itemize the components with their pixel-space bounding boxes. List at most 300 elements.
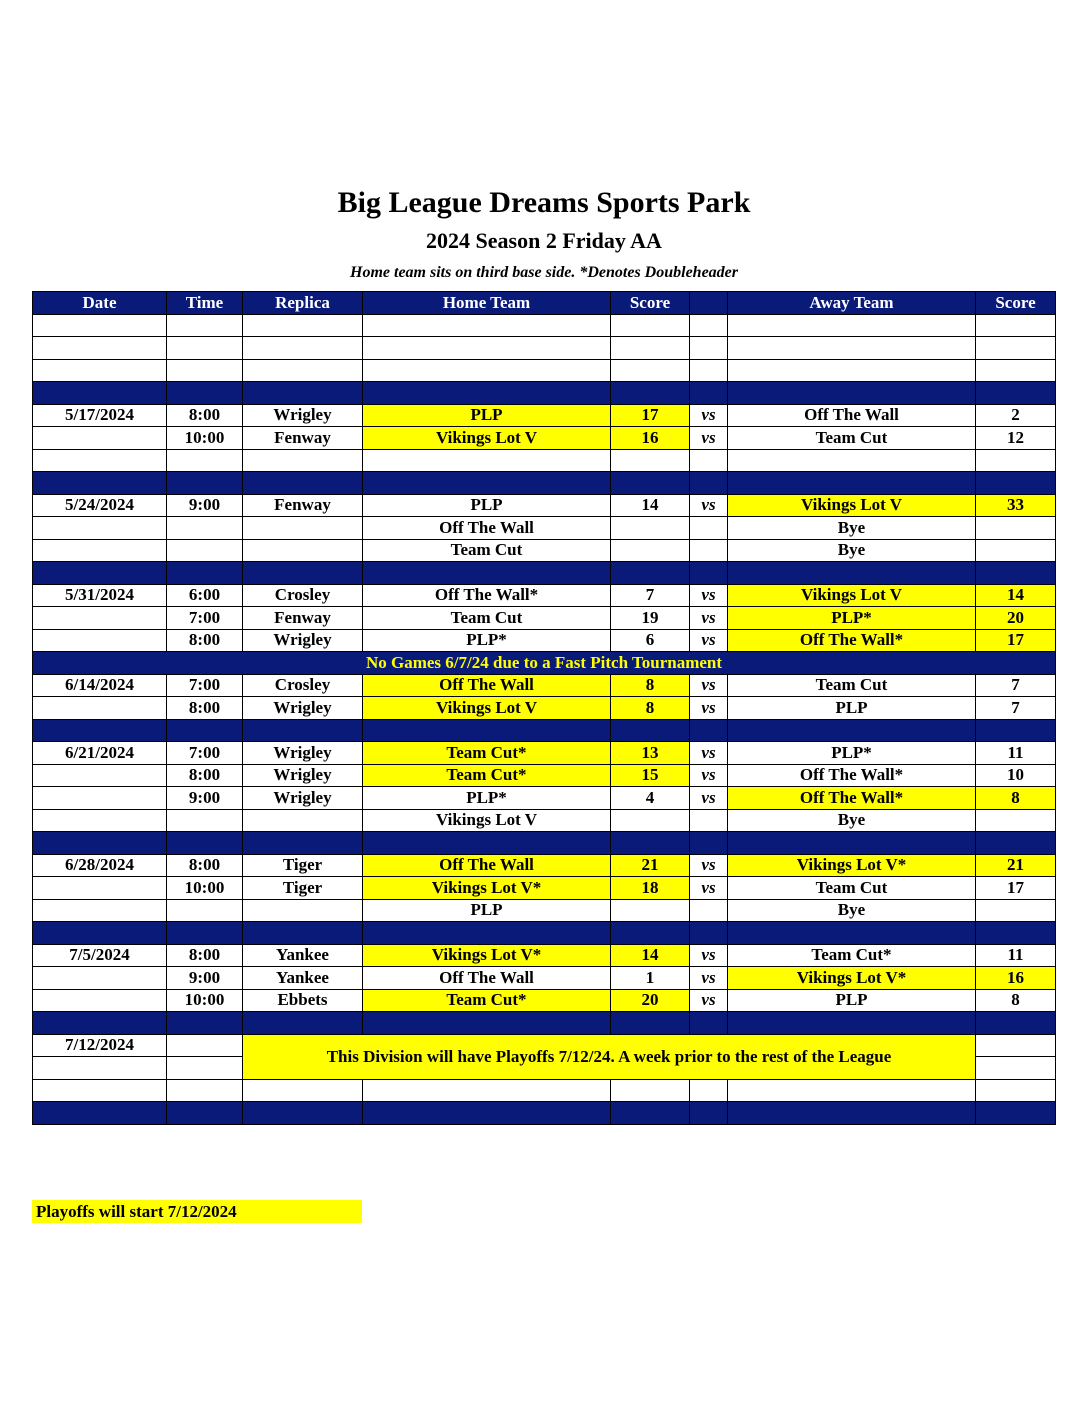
home-score-cell: [611, 517, 690, 540]
date-cell: 6/28/2024: [33, 854, 167, 877]
empty-cell: [611, 1102, 690, 1125]
empty-cell: [167, 562, 243, 585]
time-cell: 10:00: [167, 877, 243, 900]
time-cell: 7:00: [167, 742, 243, 765]
home-team-cell: Off The Wall: [363, 854, 611, 877]
empty-cell: [167, 1102, 243, 1125]
vs-cell: vs: [690, 607, 728, 630]
away-score-cell: 8: [976, 787, 1056, 810]
home-team-cell: Vikings Lot V: [363, 427, 611, 450]
time-cell: 6:00: [167, 584, 243, 607]
empty-cell: [243, 314, 363, 337]
time-cell: 8:00: [167, 764, 243, 787]
vs-cell: [690, 899, 728, 922]
date-cell: [33, 629, 167, 652]
empty-cell: [611, 1079, 690, 1102]
empty-cell: [167, 314, 243, 337]
empty-cell: [363, 832, 611, 855]
empty-cell: [728, 359, 976, 382]
vs-cell: vs: [690, 967, 728, 990]
vs-cell: [690, 809, 728, 832]
table-row: [33, 809, 1056, 832]
home-team-cell: Off The Wall: [363, 967, 611, 990]
vs-cell: vs: [690, 944, 728, 967]
replica-cell: [243, 539, 363, 562]
away-score-cell: 12: [976, 427, 1056, 450]
separator-row: [33, 719, 1056, 742]
away-score-cell: [976, 899, 1056, 922]
away-score-cell: [976, 539, 1056, 562]
empty-cell: [363, 562, 611, 585]
time-cell: 10:00: [167, 427, 243, 450]
home-team-cell: PLP*: [363, 629, 611, 652]
empty-cell: [728, 562, 976, 585]
home-score-cell: 6: [611, 629, 690, 652]
empty-cell: [363, 922, 611, 945]
home-team-cell: Vikings Lot V: [363, 697, 611, 720]
away-score-cell: 2: [976, 404, 1056, 427]
home-score-cell: 19: [611, 607, 690, 630]
date-cell: [33, 427, 167, 450]
empty-cell: [167, 1079, 243, 1102]
away-score-cell: 20: [976, 607, 1056, 630]
empty-cell: [728, 922, 976, 945]
away-score-cell: [976, 517, 1056, 540]
away-score-cell: 7: [976, 697, 1056, 720]
empty-cell: [243, 1012, 363, 1035]
empty-cell: [690, 719, 728, 742]
home-score-cell: 21: [611, 854, 690, 877]
replica-cell: Wrigley: [243, 629, 363, 652]
time-cell: [167, 517, 243, 540]
separator-row: [33, 382, 1056, 405]
vs-cell: vs: [690, 674, 728, 697]
table-row: [33, 877, 1056, 900]
col-header-replica: Replica: [243, 292, 363, 315]
home-team-cell: Vikings Lot V: [363, 809, 611, 832]
empty-cell: [33, 562, 167, 585]
empty-cell: [690, 359, 728, 382]
table-row: [33, 427, 1056, 450]
col-header-date: Date: [33, 292, 167, 315]
empty-cell: [33, 832, 167, 855]
home-team-cell: PLP: [363, 899, 611, 922]
empty-cell: [976, 832, 1056, 855]
away-team-cell: Team Cut*: [728, 944, 976, 967]
table-row: [33, 1079, 1056, 1102]
empty-cell: [728, 1012, 976, 1035]
time-cell: 8:00: [167, 854, 243, 877]
table-row: [33, 967, 1056, 990]
empty-cell: [363, 449, 611, 472]
page-note: Home team sits on third base side. *Denotes Doubleheader: [350, 264, 738, 281]
empty-cell: [976, 922, 1056, 945]
empty-cell: [976, 314, 1056, 337]
replica-cell: Wrigley: [243, 764, 363, 787]
home-team-cell: PLP*: [363, 787, 611, 810]
time-cell: [167, 539, 243, 562]
empty-cell: [363, 1102, 611, 1125]
playoff-announcement: This Division will have Playoffs 7/12/24. A week prior to the rest of the League: [243, 1034, 976, 1079]
empty-cell: [976, 472, 1056, 495]
away-team-cell: Bye: [728, 517, 976, 540]
empty-cell: [167, 1034, 243, 1057]
home-team-cell: Team Cut*: [363, 989, 611, 1012]
home-team-cell: Team Cut*: [363, 742, 611, 765]
empty-cell: [243, 1079, 363, 1102]
empty-cell: [690, 1102, 728, 1125]
away-team-cell: Bye: [728, 539, 976, 562]
empty-cell: [728, 1079, 976, 1102]
empty-cell: [611, 449, 690, 472]
away-score-cell: 17: [976, 629, 1056, 652]
date-cell: 7/12/2024: [33, 1034, 167, 1057]
time-cell: 8:00: [167, 404, 243, 427]
home-score-cell: 20: [611, 989, 690, 1012]
date-cell: [33, 764, 167, 787]
away-team-cell: Vikings Lot V: [728, 584, 976, 607]
empty-cell: [167, 382, 243, 405]
vs-cell: vs: [690, 404, 728, 427]
replica-cell: Wrigley: [243, 742, 363, 765]
home-score-cell: 16: [611, 427, 690, 450]
home-score-cell: [611, 899, 690, 922]
away-score-cell: 11: [976, 944, 1056, 967]
table-row: [33, 517, 1056, 540]
replica-cell: Crosley: [243, 674, 363, 697]
date-cell: [33, 517, 167, 540]
empty-cell: [728, 832, 976, 855]
table-row: [33, 787, 1056, 810]
vs-cell: vs: [690, 764, 728, 787]
col-header-away-team: Away Team: [728, 292, 976, 315]
empty-cell: [167, 1057, 243, 1080]
empty-cell: [690, 382, 728, 405]
away-team-cell: Off The Wall: [728, 404, 976, 427]
empty-cell: [33, 1079, 167, 1102]
date-cell: 5/31/2024: [33, 584, 167, 607]
replica-cell: Ebbets: [243, 989, 363, 1012]
empty-cell: [976, 359, 1056, 382]
away-team-cell: PLP: [728, 989, 976, 1012]
separator-row: [33, 922, 1056, 945]
replica-cell: Tiger: [243, 854, 363, 877]
home-score-cell: 8: [611, 697, 690, 720]
home-team-cell: Off The Wall: [363, 674, 611, 697]
time-cell: 7:00: [167, 674, 243, 697]
empty-cell: [611, 382, 690, 405]
empty-cell: [611, 562, 690, 585]
date-cell: [33, 787, 167, 810]
table-row: [33, 359, 1056, 382]
empty-cell: [33, 719, 167, 742]
date-cell: [33, 989, 167, 1012]
date-cell: 7/5/2024: [33, 944, 167, 967]
away-score-cell: 17: [976, 877, 1056, 900]
time-cell: 9:00: [167, 494, 243, 517]
empty-cell: [243, 359, 363, 382]
home-team-cell: Off The Wall: [363, 517, 611, 540]
empty-cell: [33, 382, 167, 405]
table-row: [33, 989, 1056, 1012]
empty-cell: [167, 719, 243, 742]
home-score-cell: 14: [611, 944, 690, 967]
empty-cell: [33, 1102, 167, 1125]
date-cell: [33, 697, 167, 720]
away-team-cell: Vikings Lot V*: [728, 967, 976, 990]
empty-cell: [690, 472, 728, 495]
away-score-cell: 21: [976, 854, 1056, 877]
replica-cell: Yankee: [243, 944, 363, 967]
separator-row: [33, 562, 1056, 585]
date-cell: [33, 899, 167, 922]
empty-cell: [33, 337, 167, 360]
home-score-cell: 14: [611, 494, 690, 517]
empty-cell: [167, 832, 243, 855]
empty-cell: [728, 449, 976, 472]
vs-cell: vs: [690, 584, 728, 607]
away-score-cell: 8: [976, 989, 1056, 1012]
empty-cell: [976, 719, 1056, 742]
empty-cell: [243, 1102, 363, 1125]
page-subtitle: 2024 Season 2 Friday AA: [426, 228, 662, 253]
empty-cell: [611, 719, 690, 742]
empty-cell: [167, 922, 243, 945]
schedule-body: [33, 314, 1056, 1124]
home-team-cell: Team Cut: [363, 539, 611, 562]
empty-cell: [976, 1012, 1056, 1035]
empty-cell: [167, 1012, 243, 1035]
away-team-cell: Off The Wall*: [728, 787, 976, 810]
vs-cell: vs: [690, 629, 728, 652]
replica-cell: Fenway: [243, 427, 363, 450]
notice-row: [33, 652, 1056, 675]
time-cell: 7:00: [167, 607, 243, 630]
empty-cell: [976, 382, 1056, 405]
empty-cell: [33, 1057, 167, 1080]
empty-cell: [167, 337, 243, 360]
date-cell: [33, 967, 167, 990]
away-team-cell: PLP: [728, 697, 976, 720]
away-score-cell: 11: [976, 742, 1056, 765]
replica-cell: Wrigley: [243, 787, 363, 810]
empty-cell: [243, 922, 363, 945]
away-team-cell: PLP*: [728, 742, 976, 765]
schedule-table: [32, 291, 1056, 1125]
empty-cell: [690, 562, 728, 585]
empty-cell: [976, 562, 1056, 585]
separator-row: [33, 1012, 1056, 1035]
page-title: Big League Dreams Sports Park: [337, 186, 751, 219]
header-row: [33, 292, 1056, 315]
playoff-row: [33, 1034, 1056, 1057]
empty-cell: [976, 1079, 1056, 1102]
away-team-cell: Bye: [728, 809, 976, 832]
empty-cell: [976, 1057, 1056, 1080]
time-cell: 9:00: [167, 967, 243, 990]
empty-cell: [690, 1079, 728, 1102]
separator-row: [33, 472, 1056, 495]
empty-cell: [976, 1102, 1056, 1125]
vs-cell: vs: [690, 427, 728, 450]
table-row: [33, 742, 1056, 765]
empty-cell: [690, 922, 728, 945]
empty-cell: [33, 472, 167, 495]
empty-cell: [611, 1012, 690, 1035]
empty-cell: [690, 1012, 728, 1035]
empty-cell: [363, 719, 611, 742]
home-score-cell: 4: [611, 787, 690, 810]
time-cell: 8:00: [167, 697, 243, 720]
empty-cell: [363, 382, 611, 405]
date-cell: [33, 809, 167, 832]
separator-row: [33, 832, 1056, 855]
empty-cell: [976, 337, 1056, 360]
empty-cell: [243, 562, 363, 585]
table-row: [33, 539, 1056, 562]
table-row: [33, 337, 1056, 360]
replica-cell: Wrigley: [243, 404, 363, 427]
date-cell: 6/21/2024: [33, 742, 167, 765]
table-row: [33, 674, 1056, 697]
empty-cell: [33, 449, 167, 472]
date-cell: 6/14/2024: [33, 674, 167, 697]
away-score-cell: 10: [976, 764, 1056, 787]
empty-cell: [611, 922, 690, 945]
away-team-cell: PLP*: [728, 607, 976, 630]
home-team-cell: Off The Wall*: [363, 584, 611, 607]
empty-cell: [690, 337, 728, 360]
replica-cell: Fenway: [243, 607, 363, 630]
empty-cell: [243, 832, 363, 855]
empty-cell: [243, 719, 363, 742]
empty-cell: [363, 359, 611, 382]
away-score-cell: [976, 809, 1056, 832]
empty-cell: [976, 1034, 1056, 1057]
home-score-cell: 1: [611, 967, 690, 990]
date-cell: 5/17/2024: [33, 404, 167, 427]
empty-cell: [611, 314, 690, 337]
vs-cell: [690, 517, 728, 540]
empty-cell: [611, 337, 690, 360]
empty-cell: [33, 314, 167, 337]
time-cell: 8:00: [167, 629, 243, 652]
empty-cell: [690, 449, 728, 472]
home-score-cell: 7: [611, 584, 690, 607]
table-row: [33, 404, 1056, 427]
away-team-cell: Vikings Lot V: [728, 494, 976, 517]
date-cell: [33, 607, 167, 630]
vs-cell: vs: [690, 742, 728, 765]
away-team-cell: Bye: [728, 899, 976, 922]
away-team-cell: Off The Wall*: [728, 764, 976, 787]
replica-cell: Tiger: [243, 877, 363, 900]
away-team-cell: Off The Wall*: [728, 629, 976, 652]
time-cell: [167, 809, 243, 832]
table-row: [33, 899, 1056, 922]
empty-cell: [33, 1012, 167, 1035]
empty-cell: [728, 337, 976, 360]
table-row: [33, 697, 1056, 720]
empty-cell: [33, 922, 167, 945]
home-score-cell: 13: [611, 742, 690, 765]
table-row: [33, 944, 1056, 967]
empty-cell: [167, 472, 243, 495]
away-score-cell: 7: [976, 674, 1056, 697]
empty-cell: [243, 337, 363, 360]
empty-cell: [728, 719, 976, 742]
vs-cell: vs: [690, 854, 728, 877]
empty-cell: [243, 472, 363, 495]
empty-cell: [363, 1012, 611, 1035]
replica-cell: [243, 517, 363, 540]
away-score-cell: 14: [976, 584, 1056, 607]
empty-cell: [363, 314, 611, 337]
home-team-cell: PLP: [363, 494, 611, 517]
vs-cell: vs: [690, 877, 728, 900]
home-team-cell: Team Cut: [363, 607, 611, 630]
date-cell: [33, 539, 167, 562]
vs-cell: [690, 539, 728, 562]
home-score-cell: 17: [611, 404, 690, 427]
time-cell: 10:00: [167, 989, 243, 1012]
time-cell: 8:00: [167, 944, 243, 967]
away-team-cell: Vikings Lot V*: [728, 854, 976, 877]
replica-cell: Crosley: [243, 584, 363, 607]
empty-cell: [728, 314, 976, 337]
empty-cell: [363, 337, 611, 360]
empty-cell: [167, 449, 243, 472]
notice-text: No Games 6/7/24 due to a Fast Pitch Tournament: [33, 652, 1056, 675]
away-score-cell: 16: [976, 967, 1056, 990]
empty-cell: [690, 314, 728, 337]
vs-cell: vs: [690, 697, 728, 720]
home-team-cell: Vikings Lot V*: [363, 877, 611, 900]
vs-cell: vs: [690, 494, 728, 517]
empty-cell: [976, 449, 1056, 472]
col-header-home-team: Home Team: [363, 292, 611, 315]
home-score-cell: 18: [611, 877, 690, 900]
empty-cell: [728, 472, 976, 495]
empty-cell: [690, 832, 728, 855]
replica-cell: Fenway: [243, 494, 363, 517]
table-row: [33, 584, 1056, 607]
table-row: [33, 629, 1056, 652]
home-team-cell: Team Cut*: [363, 764, 611, 787]
empty-cell: [611, 832, 690, 855]
col-header-away-score: Score: [976, 292, 1056, 315]
empty-cell: [243, 449, 363, 472]
away-team-cell: Team Cut: [728, 674, 976, 697]
replica-cell: [243, 899, 363, 922]
away-team-cell: Team Cut: [728, 877, 976, 900]
table-row: [33, 764, 1056, 787]
table-row: [33, 494, 1056, 517]
replica-cell: [243, 809, 363, 832]
home-score-cell: [611, 539, 690, 562]
home-team-cell: Vikings Lot V*: [363, 944, 611, 967]
empty-cell: [728, 382, 976, 405]
table-row: [33, 449, 1056, 472]
col-header-time: Time: [167, 292, 243, 315]
empty-cell: [167, 359, 243, 382]
empty-cell: [363, 1079, 611, 1102]
date-cell: [33, 877, 167, 900]
away-score-cell: 33: [976, 494, 1056, 517]
time-cell: 9:00: [167, 787, 243, 810]
empty-cell: [611, 472, 690, 495]
empty-cell: [33, 359, 167, 382]
